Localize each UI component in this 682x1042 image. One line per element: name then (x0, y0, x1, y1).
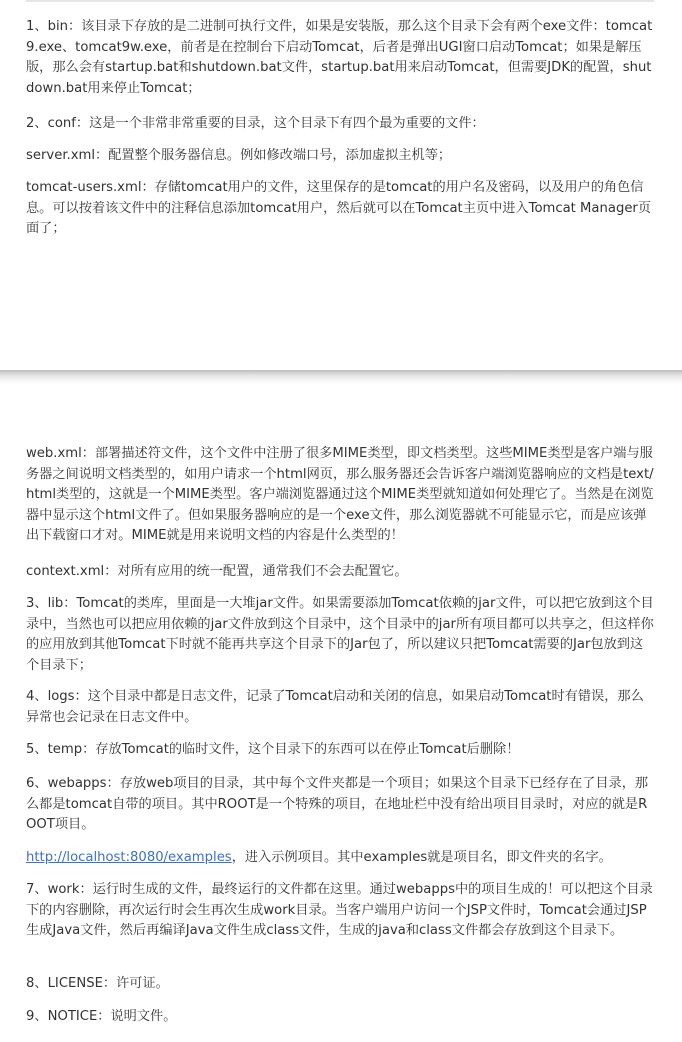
paragraph-conf: 2、conf：这是一个非常非常重要的目录，这个目录下有四个最为重要的文件： (26, 116, 485, 131)
paragraph-temp: 5、temp：存放Tomcat的临时文件，这个目录下的东西可以在停止Tomcat后删除！ (26, 742, 520, 757)
paragraph-examples-link (26, 848, 656, 869)
examples-link[interactable]: http://localhost:8080/examples (26, 850, 232, 865)
paragraph-logs: 4、logs：这个目录中都是日志文件，记录了Tomcat启动和关闭的信息，如果启动Tomcat时有错误，那么异常也会记录在日志文件中。 (26, 689, 644, 725)
examples-link-description: ，进入示例项目。其中examples就是项目名，即文件夹的名字。 (231, 850, 612, 865)
paragraph-work: 7、work：运行时生成的文件，最终运行的文件都在这里。通过webapps中的项目生成的！可以把这个目录下的内容删除，再次运行时会生再次生成work目录。当客户端用户访问一个JSP文件时，Tomcat会通过JSP生成Java文件，然后再编译Java文件生成class文件，生成的java和class文件都会存放到这个目录下。 (26, 882, 653, 938)
document-page-top (0, 0, 682, 370)
paragraph-web-xml: web.xml：部署描述符文件，这个文件中注册了很多MIME类型，即文档类型。这些MIME类型是客户端与服务器之间说明文档类型的，如用户请求一个html网页，那么服务器还会告诉客户端浏览器响应的文档是text/html类型的，这就是一个MIME类型。客户端浏览器通过这个MIME类型就知道如何处理它了。当然是在浏览器中显示这个html文件了。但如果服务器响应的是一个exe文件，那么浏览器就不可能显示它，而是应该弹出下载窗口才对。MIME就是用来说明文档的内容是什么类型的！ (26, 446, 654, 543)
paragraph-context-xml: context.xml：对所有应用的统一配置，通常我们不会去配置它。 (26, 564, 408, 579)
paragraph-bin: 1、bin：该目录下存放的是二进制可执行文件，如果是安装版，那么这个目录下会有两个exe文件：tomcat9.exe、tomcat9w.exe，前者是在控制台下启动Tomcat，后者是弹出UGI窗口启动Tomcat；如果是解压版，那么会有startup.bat和shutdown.bat文件，startup.bat用来启动Tomcat，但需要JDK的配置，shutdown.bat用来停止Tomcat； (26, 19, 653, 96)
page-separator (0, 370, 682, 384)
paragraph-notice: 9、NOTICE：说明文件。 (26, 1009, 177, 1024)
paragraph-license: 8、LICENSE：许可证。 (26, 976, 169, 991)
paragraph-tomcat-users-xml: tomcat-users.xml：存储tomcat用户的文件，这里保存的是tomcat的用户名及密码，以及用户的角色信息。可以按着该文件中的注释信息添加tomcat用户，然后就可以在Tomcat主页中进入Tomcat Manager页面了； (26, 180, 652, 236)
document-page-bottom (0, 384, 682, 1042)
paragraph-lib: 3、lib：Tomcat的类库，里面是一大堆jar文件。如果需要添加Tomcat依赖的jar文件，可以把它放到这个目录中，当然也可以把应用依赖的jar文件放到这个目录中，这个目录中的jar所有项目都可以共享之，但这样你的应用放到其他Tomcat下时就不能再共享这个目录下的Jar包了，所以建议只把Tomcat需要的Jar包放到这个目录下； (26, 596, 654, 673)
paragraph-server-xml: server.xml：配置整个服务器信息。例如修改端口号，添加虚拟主机等； (26, 148, 452, 163)
paragraph-webapps: 6、webapps：存放web项目的目录，其中每个文件夹都是一个项目；如果这个目录下已经存在了目录，那么都是tomcat自带的项目。其中ROOT是一个特殊的项目，在地址栏中没有给出项目目录时，对应的就是ROOT项目。 (26, 776, 649, 832)
